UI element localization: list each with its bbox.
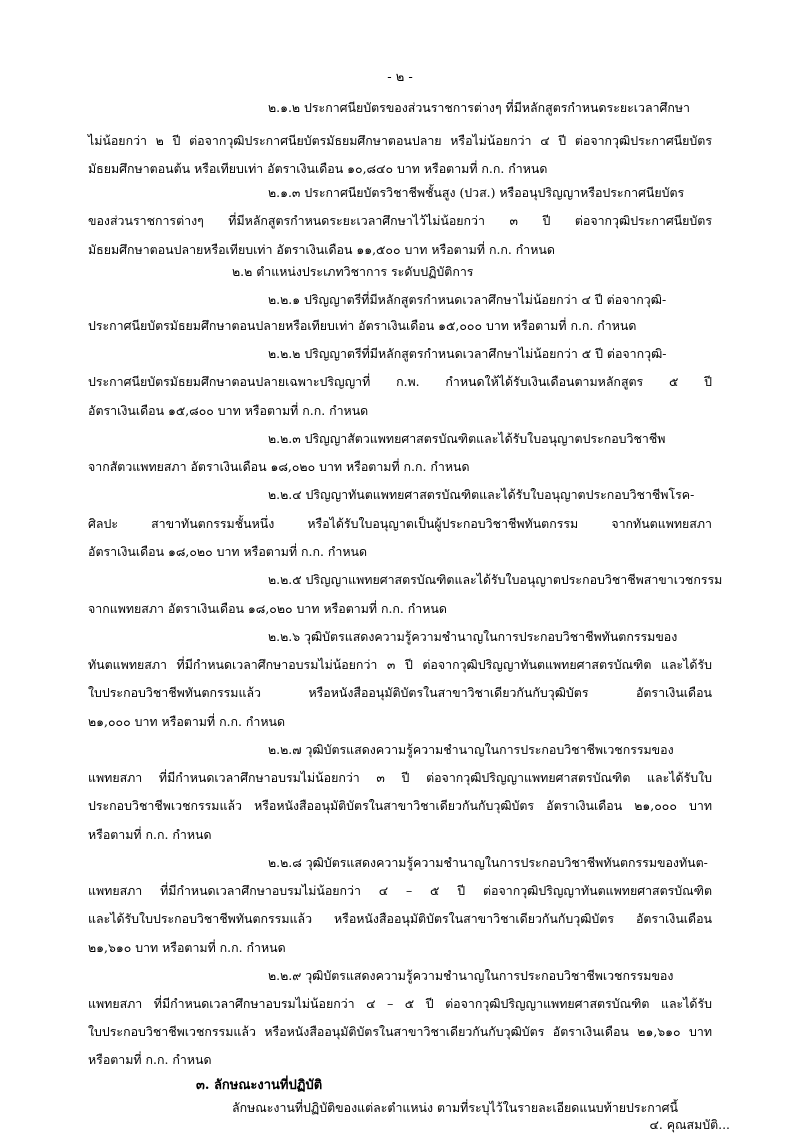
paragraph-2-2-2-line-2: ประกาศนียบัตรมัธยมศึกษาตอนปลายเฉพาะปริญญาที่ ก.พ. กำหนดให้ได้รับเงินเดือนตามหลักสูตร ๕ ปี	[88, 374, 712, 389]
paragraph-2-2-8-line-1: ๒.๒.๘ วุฒิบัตรแสดงความรู้ความชำนาญในการประกอบวิชาชีพทันตกรรมของทันต-	[268, 855, 708, 870]
paragraph-2-2-7-line-3: ประกอบวิชาชีพเวชกรรมแล้ว หรือหนังสืออนุมัติบัตรในสาขาวิชาเดียวกันกับวุฒิบัตร อัตราเงินเดือน ๒๑,๐๐๐ บาท	[88, 798, 712, 813]
paragraph-2-2-2-line-3: อัตราเงินเดือน ๑๕,๘๐๐ บาท หรือตามที่ ก.ก. กำหนด	[88, 403, 369, 418]
paragraph-2-2-9-line-4: หรือตามที่ ก.ก. กำหนด	[88, 1052, 212, 1067]
paragraph-2-2-6-line-1: ๒.๒.๖ วุฒิบัตรแสดงความรู้ความชำนาญในการประกอบวิชาชีพทันตกรรมของ	[268, 629, 678, 644]
paragraph-2-1-3-line-2: ของส่วนราชการต่างๆ ที่มีหลักสูตรกำหนดระยะเวลาศึกษาไว้ไม่น้อยกว่า ๓ ปี ต่อจากวุฒิประกาศนียบัตร	[88, 213, 712, 228]
section-2-2-heading: ๒.๒ ตำแหน่งประเภทวิชาการ ระดับปฏิบัติการ	[232, 264, 474, 279]
continuation-marker: ๔. คุณสมบัติ...	[649, 1117, 730, 1132]
section-3-body: ลักษณะงานที่ปฏิบัติของแต่ละตำแหน่ง ตามที่ระบุไว้ในรายละเอียดแนบท้ายประกาศนี้	[232, 1100, 679, 1115]
paragraph-2-2-6-line-4: ๒๑,๐๐๐ บาท หรือตามที่ ก.ก. กำหนด	[88, 714, 286, 729]
paragraph-2-2-7-line-2: แพทยสภา ที่มีกำหนดเวลาศึกษาอบรมไม่น้อยกว่า ๓ ปี ต่อจากวุฒิปริญญาแพทยศาสตรบัณฑิต และได้รับใบ	[88, 770, 712, 785]
paragraph-2-1-2-line-1: ๒.๑.๒ ประกาศนียบัตรของส่วนราชการต่างๆ ที่มีหลักสูตรกำหนดระยะเวลาศึกษา	[268, 100, 691, 115]
paragraph-2-2-9-line-2: แพทยสภา ที่มีกำหนดเวลาศึกษาอบรมไม่น้อยกว่า ๔ – ๕ ปี ต่อจากวุฒิปริญญาแพทยศาสตรบัณฑิต และได้รับ	[88, 996, 712, 1011]
paragraph-2-2-8-line-2: แพทยสภา ที่มีกำหนดเวลาศึกษาอบรมไม่น้อยกว่า ๔ – ๕ ปี ต่อจากวุฒิปริญญาทันตแพทยศาสตรบัณฑิต	[88, 883, 712, 898]
page-number: - ๒ -	[387, 70, 413, 85]
section-3-heading: ๓. ลักษณะงานที่ปฏิบัติ	[196, 1078, 323, 1093]
paragraph-2-2-8-line-3: และได้รับใบประกอบวิชาชีพทันตกรรมแล้ว หรือหนังสืออนุมัติบัตรในสาขาวิชาเดียวกันกับวุฒิบัตร อัตราเงินเดือน	[88, 911, 712, 926]
paragraph-2-2-9-line-3: ใบประกอบวิชาชีพเวชกรรมแล้ว หรือหนังสืออนุมัติบัตรในสาขาวิชาเดียวกันกับวุฒิบัตร อัตราเงินเดือน ๒๑,๖๑๐ บาท	[88, 1024, 712, 1039]
paragraph-2-2-3-line-1: ๒.๒.๓ ปริญญาสัตวแพทยศาสตรบัณฑิตและได้รับใบอนุญาตประกอบวิชาชีพ	[268, 431, 666, 446]
paragraph-2-2-4-line-1: ๒.๒.๔ ปริญญาทันตแพทยศาสตรบัณฑิตและได้รับใบอนุญาตประกอบวิชาชีพโรค-	[268, 487, 695, 502]
paragraph-2-2-4-line-3: อัตราเงินเดือน ๑๘,๐๒๐ บาท หรือตามที่ ก.ก. กำหนด	[88, 544, 368, 559]
paragraph-2-2-8-line-4: ๒๑,๖๑๐ บาท หรือตามที่ ก.ก. กำหนด	[88, 940, 286, 955]
paragraph-2-1-2-line-3: มัธยมศึกษาตอนต้น หรือเทียบเท่า อัตราเงินเดือน ๑๐,๘๔๐ บาท หรือตามที่ ก.ก. กำหนด	[88, 161, 548, 176]
paragraph-2-2-5-line-2: จากแพทยสภา อัตราเงินเดือน ๑๘,๐๒๐ บาท หรือตามที่ ก.ก. กำหนด	[88, 601, 447, 616]
paragraph-2-1-3-line-3: มัธยมศึกษาตอนปลายหรือเทียบเท่า อัตราเงินเดือน ๑๑,๕๐๐ บาท หรือตามที่ ก.ก. กำหนด	[88, 242, 555, 257]
paragraph-2-2-4-line-2: ศิลปะ สาขาทันตกรรมชั้นหนึ่ง หรือได้รับใบอนุญาตเป็นผู้ประกอบวิชาชีพทันตกรรม จากทันตแพทยสภา	[88, 516, 712, 531]
paragraph-2-2-6-line-3: ใบประกอบวิชาชีพทันตกรรมแล้ว หรือหนังสืออนุมัติบัตรในสาขาวิชาเดียวกันกับวุฒิบัตร อัตราเงินเดือน	[88, 685, 712, 700]
paragraph-2-1-3-line-1: ๒.๑.๓ ประกาศนียบัตรวิชาชีพชั้นสูง (ปวส.) หรืออนุปริญญาหรือประกาศนียบัตร	[268, 185, 685, 200]
paragraph-2-2-1-line-2: ประกาศนียบัตรมัธยมศึกษาตอนปลายหรือเทียบเท่า อัตราเงินเดือน ๑๕,๐๐๐ บาท หรือตามที่ ก.ก. กำหนด	[88, 318, 637, 333]
paragraph-2-2-5-line-1: ๒.๒.๕ ปริญญาแพทยศาสตรบัณฑิตและได้รับใบอนุญาตประกอบวิชาชีพสาขาเวชกรรม	[268, 572, 723, 587]
paragraph-2-2-1-line-1: ๒.๒.๑ ปริญญาตรีที่มีหลักสูตรกำหนดเวลาศึกษาไม่น้อยกว่า ๔ ปี ต่อจากวุฒิ-	[268, 292, 667, 307]
paragraph-2-2-9-line-1: ๒.๒.๙ วุฒิบัตรแสดงความรู้ความชำนาญในการประกอบวิชาชีพเวชกรรมของ	[268, 968, 674, 983]
paragraph-2-2-2-line-1: ๒.๒.๒ ปริญญาตรีที่มีหลักสูตรกำหนดเวลาศึกษาไม่น้อยกว่า ๕ ปี ต่อจากวุฒิ-	[268, 346, 667, 361]
paragraph-2-2-3-line-2: จากสัตวแพทยสภา อัตราเงินเดือน ๑๘,๐๒๐ บาท หรือตามที่ ก.ก. กำหนด	[88, 459, 470, 474]
paragraph-2-2-7-line-1: ๒.๒.๗ วุฒิบัตรแสดงความรู้ความชำนาญในการประกอบวิชาชีพเวชกรรมของ	[268, 742, 674, 757]
paragraph-2-2-7-line-4: หรือตามที่ ก.ก. กำหนด	[88, 827, 212, 842]
paragraph-2-2-6-line-2: ทันตแพทยสภา ที่มีกำหนดเวลาศึกษาอบรมไม่น้อยกว่า ๓ ปี ต่อจากวุฒิปริญญาทันตแพทยศาสตรบัณฑิต และได้รับ	[88, 657, 712, 672]
paragraph-2-1-2-line-2: ไม่น้อยกว่า ๒ ปี ต่อจากวุฒิประกาศนียบัตรมัธยมศึกษาตอนปลาย หรือไม่น้อยกว่า ๔ ปี ต่อจากวุฒิประกาศนียบัตร	[88, 133, 712, 148]
